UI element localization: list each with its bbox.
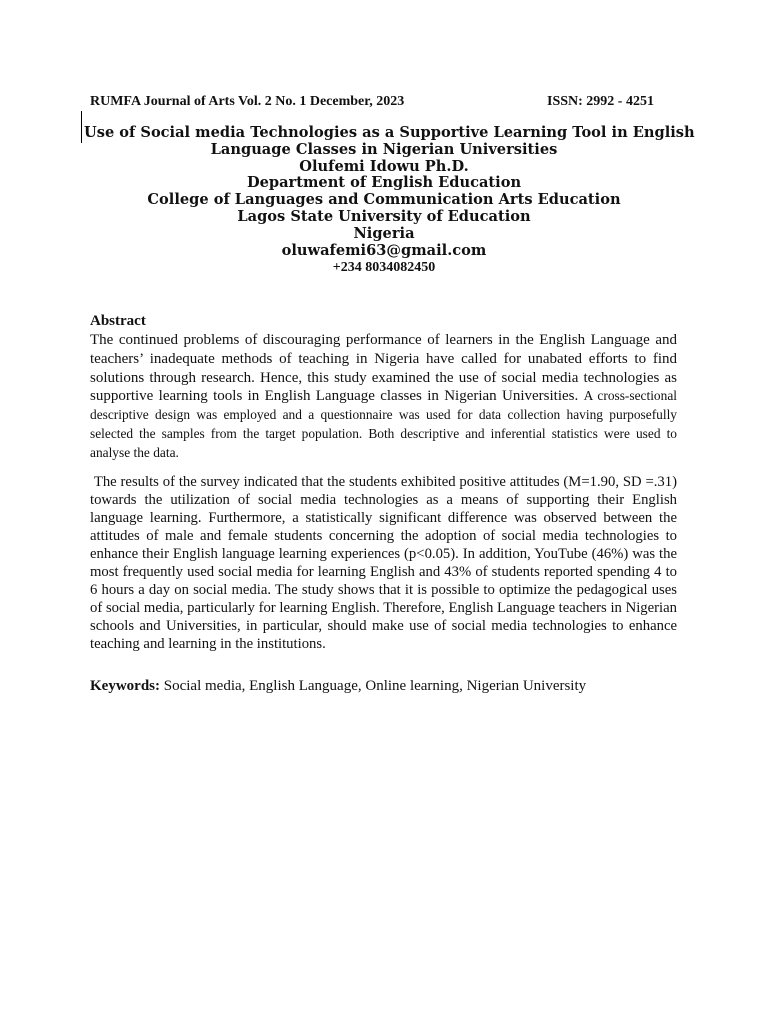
author-email: oluwafemi63@gmail.com — [281, 241, 487, 259]
title-block — [84, 124, 695, 277]
keywords-text: Social media, English Language, Online learning, Nigerian University — [163, 678, 587, 694]
author-name: Olufemi Idowu Ph.D. — [299, 157, 469, 175]
author-university: Lagos State University of Education — [237, 207, 531, 225]
paper-title-line-1: Use of Social media Technologies as a Supportive Learning Tool in English — [84, 124, 695, 141]
author-country: Nigeria — [353, 224, 415, 242]
paper-title-line-2: Language Classes in Nigerian Universities — [210, 140, 558, 158]
abstract-heading: Abstract — [90, 313, 146, 329]
abstract-paragraph-2 — [90, 473, 677, 653]
abstract-p2-results: The results of the survey indicated that the students exhibited positive attitudes (M=1.90, SD =.31) towards the utilization of social media technologies as a means of supporting their English language learning. Furthermore, a statistically significant difference was observed between the attitudes of male and female students concerning the adoption of social media technologies to enhance their English language learning experiences (p<0.05). In addition, YouTube (46%) was the most frequently used social media for learning English and 43% of students reported spending 4 to 6 hours a day on social media. The study shows that it is possible to optimize the pedagogical uses of social media, particularly for learning English. Therefore, English Language teachers in Nigerian schools and Universities, in particular, should make use of social media technologies to enhance teaching and learning in the institutions. — [90, 473, 678, 652]
abstract-p1-main: The continued problems of discouraging performance of learners in the English Language and teachers’ inadequate methods of teaching in Nigeria have called for unabated efforts to find solutions through research. Hence, this study examined the use of social media technologies as supportive learning tools in English Language classes in Nigerian Universities. — [90, 332, 677, 405]
abstract-p1-method: A cross-sectional descriptive design was employed and a questionnaire was used for data collection having purposefully selected the samples from the target population. Both descriptive and inferential statistics were used to analyse the data. — [90, 388, 677, 460]
keywords-label: Keywords: — [90, 678, 160, 694]
journal-citation: RUMFA Journal of Arts Vol. 2 No. 1 December, 2023 — [90, 94, 405, 109]
author-college: College of Languages and Communication Arts Education — [147, 191, 621, 209]
issn: ISSN: 2992 - 4251 — [547, 94, 654, 109]
keywords-line — [90, 677, 677, 696]
author-phone: +234 8034082450 — [332, 260, 436, 276]
abstract-section — [90, 312, 677, 653]
text-cursor — [81, 111, 82, 143]
author-department: Department of English Education — [246, 174, 522, 192]
page-header — [90, 93, 670, 111]
abstract-paragraph-1 — [90, 331, 677, 463]
